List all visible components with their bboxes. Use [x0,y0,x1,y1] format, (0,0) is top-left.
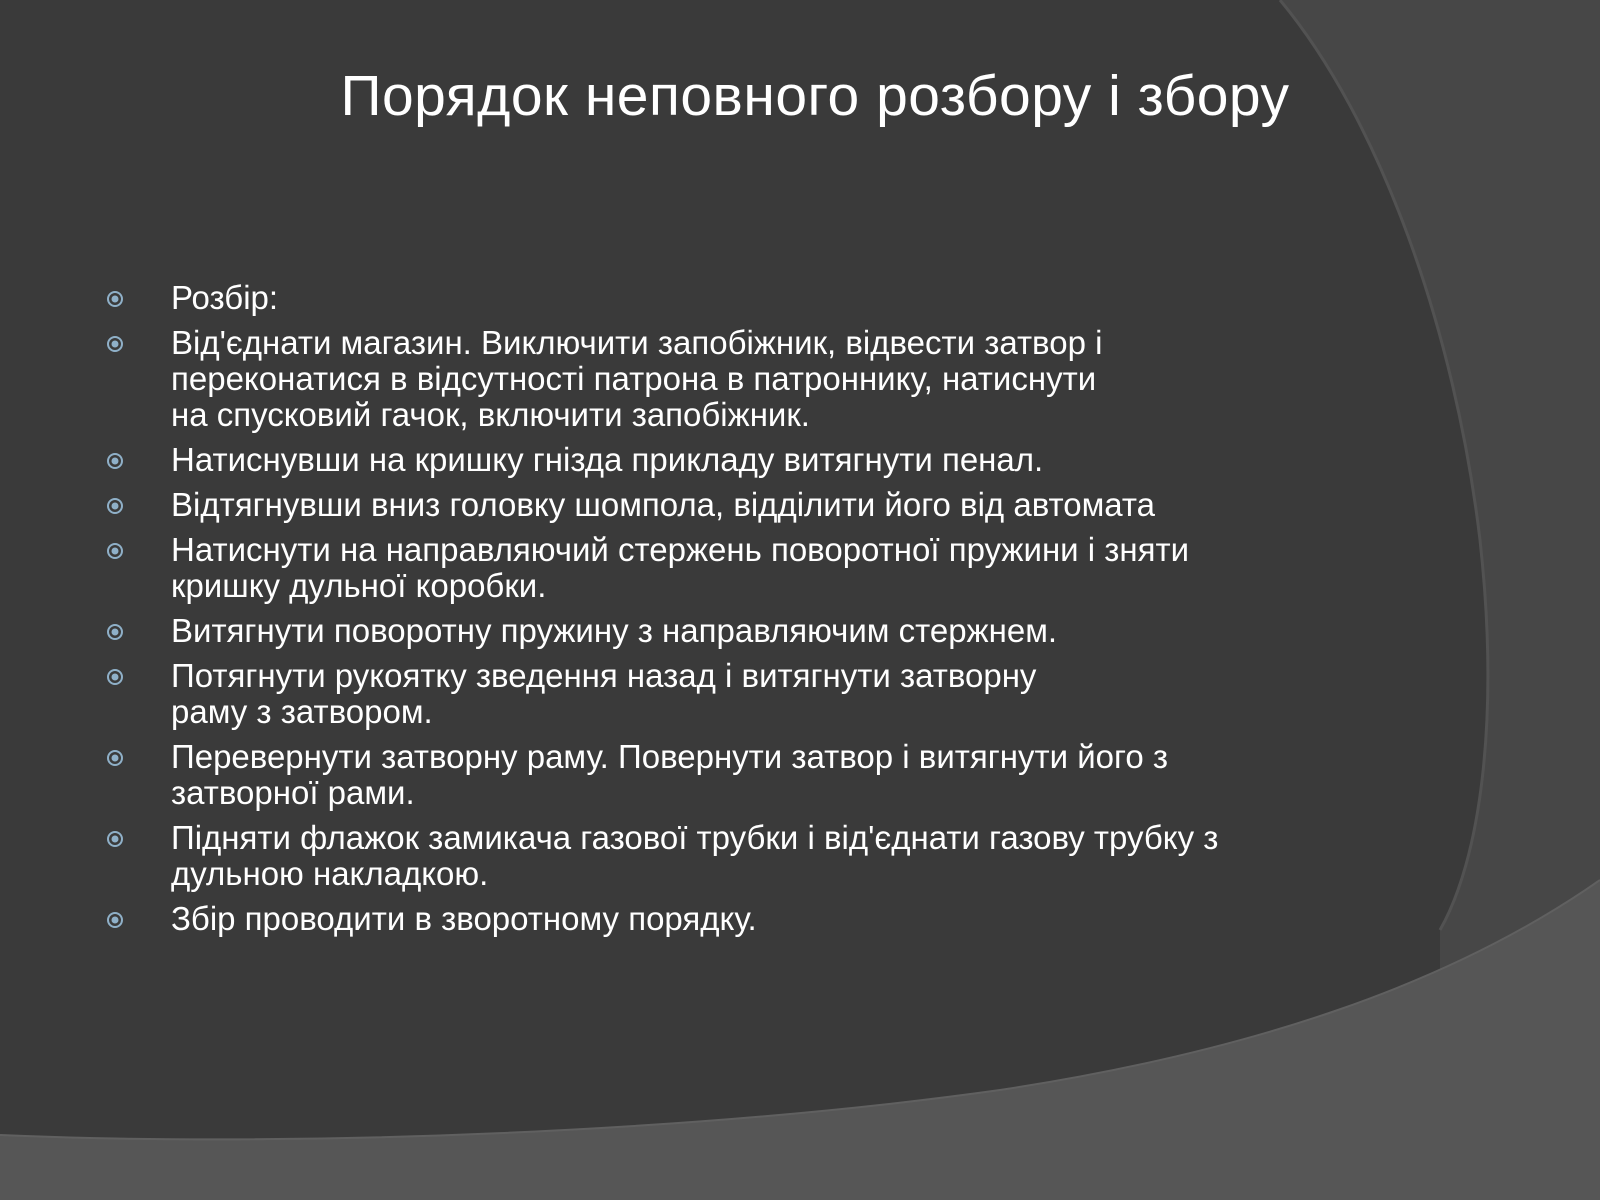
bullet-line: Перевернути затворну раму. Повернути затвор і витягнути його з [171,738,1168,775]
bullet-text [171,442,1391,478]
bullet-text [171,532,1391,604]
slide-title: Порядок неповного розбору і збору [340,64,1290,128]
bullet-line: Натиснути на направляючий стержень поворотної пружини і зняти [171,531,1190,568]
bullet-line: Потягнути рукоятку зведення назад і витягнути затворну [171,657,1037,694]
bullet-line: Від'єднати магазин. Виключити запобіжник, відвести затвор і [171,324,1103,361]
list-item [0,613,1220,649]
bullet-line: Розбір: [171,279,279,316]
bullet-line: Відтягнувши вниз головку шомпола, відділити його від автомата [171,486,1156,523]
list-item [0,487,1220,523]
bullet-text [171,280,1391,316]
circled-dot-icon [106,452,124,470]
bullet-line: затворної рами. [171,774,415,811]
bullet-line: переконатися в відсутності патрона в патроннику, натиснути [171,360,1097,397]
circled-dot-icon [106,497,124,515]
circled-dot-icon [106,668,124,686]
circled-dot-icon [106,749,124,767]
list-item [0,442,1220,478]
bullet-text [171,487,1391,523]
bullet-line: Підняти флажок замикача газової трубки і від'єднати газову трубку з [171,819,1219,856]
bullet-line: на спусковий гачок, включити запобіжник. [171,396,810,433]
list-item [0,739,1220,811]
bullet-text [171,820,1391,892]
circled-dot-icon [106,830,124,848]
bullet-text [171,613,1391,649]
bullet-text [171,901,1391,937]
circled-dot-icon [106,911,124,929]
list-item [0,532,1220,604]
list-item [0,280,1220,316]
circled-dot-icon [106,290,124,308]
bullet-text [171,325,1391,433]
circled-dot-icon [106,623,124,641]
list-item [0,901,1220,937]
list-item [0,325,1220,433]
bullet-text [171,658,1391,730]
circled-dot-icon [106,335,124,353]
list-item [0,820,1220,892]
bullet-line: раму з затвором. [171,693,433,730]
circled-dot-icon [106,542,124,560]
bullet-line: Витягнути поворотну пружину з направляючим стержнем. [171,612,1058,649]
bullet-line: дульною накладкою. [171,855,489,892]
bullet-text [171,739,1391,811]
bullet-list [0,280,1220,946]
bullet-line: Збір проводити в зворотному порядку. [171,900,757,937]
bullet-line: Натиснувши на кришку гнізда прикладу витягнути пенал. [171,441,1044,478]
bullet-line: кришку дульної коробки. [171,567,547,604]
list-item [0,658,1220,730]
